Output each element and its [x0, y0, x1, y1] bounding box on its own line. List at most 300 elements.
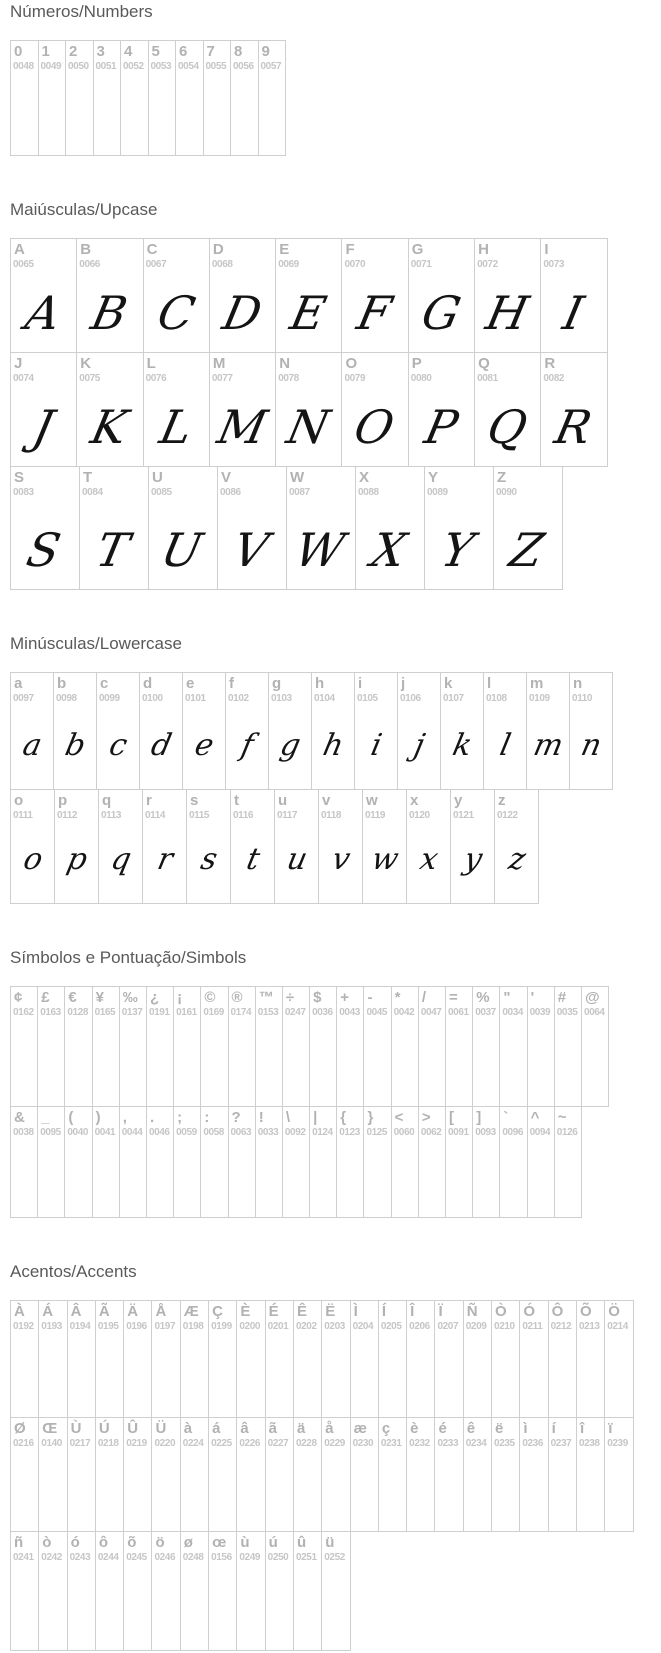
cell-char-label: í	[551, 1420, 556, 1437]
glyph-sample: V	[228, 523, 274, 577]
glyph-cell-0110	[569, 672, 613, 790]
glyph-sample: k	[449, 728, 476, 763]
cell-char-label: Û	[127, 1420, 139, 1437]
glyph-sample: s	[197, 842, 221, 877]
glyph-sample: r	[154, 842, 177, 877]
glyph-cell-0116	[230, 789, 275, 904]
cell-unicode: 0058	[203, 1127, 224, 1138]
cell-unicode: 0203	[324, 1321, 345, 1332]
cell-unicode: 0041	[94, 1127, 116, 1138]
glyph-sample	[93, 73, 122, 155]
glyph-row	[10, 238, 661, 353]
glyph-cell-0125	[363, 1106, 391, 1218]
cell-unicode: 0232	[409, 1438, 430, 1449]
cell-char-label: ^	[530, 1109, 540, 1126]
glyph-cell-0209	[463, 1300, 492, 1418]
section-title: Minúsculas/Lowercase	[10, 634, 182, 653]
cell-unicode: 0118	[321, 810, 342, 821]
glyph-sample	[123, 1333, 152, 1417]
glyph-sample	[527, 1019, 555, 1106]
glyph-cell-0049	[38, 40, 67, 156]
glyph-sample	[119, 1139, 147, 1217]
cell-unicode: 0250	[267, 1552, 289, 1563]
glyph-sample	[228, 1139, 256, 1217]
cell-unicode: 0110	[572, 693, 593, 704]
cell-char-label: g	[272, 675, 282, 692]
cell-char-label: ©	[204, 989, 216, 1006]
glyph-cell-0249	[236, 1531, 265, 1651]
glyph-sample	[472, 1019, 500, 1106]
glyph-sample	[576, 1333, 605, 1417]
cell-unicode: 0059	[176, 1127, 197, 1138]
glyph-row	[10, 789, 661, 904]
glyph-cell-0077	[209, 352, 276, 467]
glyph-sample	[64, 1019, 92, 1106]
cell-char-label: €	[68, 989, 77, 1006]
glyph-cell-0161	[173, 986, 201, 1107]
glyph-cell-0191	[146, 986, 174, 1107]
glyph-sample	[434, 1450, 463, 1531]
font-specimen-page	[10, 2, 661, 1651]
glyph-sample	[363, 1139, 391, 1217]
glyph-cell-0037	[472, 986, 500, 1107]
glyph-cell-0233	[434, 1417, 463, 1532]
glyph-sample	[228, 1019, 256, 1106]
glyph-cell-0212	[548, 1300, 577, 1418]
glyph-sample: O	[350, 400, 400, 454]
cell-unicode: 0048	[13, 61, 34, 72]
cell-char-label: }	[367, 1109, 374, 1126]
cell-unicode: 0212	[550, 1321, 572, 1332]
cell-unicode: 0120	[409, 810, 430, 821]
glyph-sample	[173, 1019, 201, 1106]
glyph-sample: i	[367, 728, 385, 763]
cell-char-label: E	[279, 241, 290, 258]
cell-unicode: 0191	[148, 1007, 170, 1018]
glyph-sample	[67, 1564, 96, 1650]
glyph-cell-0051	[93, 40, 122, 156]
cell-char-label: X	[359, 469, 370, 486]
glyph-cell-0226	[236, 1417, 265, 1532]
glyph-cell-0165	[92, 986, 120, 1107]
cell-char-label: ù	[240, 1534, 250, 1551]
glyph-cell-0194	[67, 1300, 96, 1418]
glyph-row	[10, 1106, 661, 1218]
cell-unicode: 0225	[211, 1438, 232, 1449]
glyph-cell-0094	[527, 1106, 555, 1218]
cell-unicode: 0162	[13, 1007, 34, 1018]
cell-unicode: 0245	[126, 1552, 147, 1563]
cell-char-label: f	[229, 675, 234, 692]
glyph-sample	[10, 73, 39, 155]
cell-unicode: 0210	[494, 1321, 515, 1332]
cell-char-label: I	[544, 241, 549, 258]
cell-unicode: 0234	[465, 1438, 487, 1449]
glyph-sample: R	[550, 400, 597, 454]
glyph-row	[10, 352, 661, 467]
cell-char-label: ï	[608, 1420, 613, 1437]
glyph-cell-0238	[576, 1417, 605, 1532]
glyph-cell-0081	[474, 352, 541, 467]
glyph-cell-0169	[200, 986, 228, 1107]
glyph-cell-0101	[182, 672, 226, 790]
cell-char-label: R	[544, 355, 556, 372]
glyph-sample	[282, 1139, 310, 1217]
cell-unicode: 0077	[211, 373, 233, 384]
glyph-sample	[38, 73, 67, 155]
glyph-cell-0103	[268, 672, 312, 790]
cell-char-label: Œ	[42, 1420, 58, 1437]
glyph-cell-0163	[37, 986, 65, 1107]
glyph-row	[10, 1300, 661, 1418]
cell-char-label: c	[100, 675, 109, 692]
cell-char-label: |	[313, 1109, 318, 1126]
cell-char-label: £	[41, 989, 50, 1006]
cell-unicode: 0218	[97, 1438, 119, 1449]
cell-unicode: 0053	[150, 61, 172, 72]
glyph-sample: H	[481, 286, 534, 340]
glyph-sample	[123, 1450, 152, 1531]
cell-char-label: p	[58, 792, 68, 809]
glyph-cell-0243	[67, 1531, 96, 1651]
section-upcase	[10, 200, 661, 590]
cell-unicode: 0207	[437, 1321, 459, 1332]
glyph-cell-0080	[408, 352, 475, 467]
glyph-sample	[180, 1450, 209, 1531]
cell-unicode: 0086	[220, 487, 241, 498]
cell-unicode: 0043	[339, 1007, 360, 1018]
cell-char-label: Ã	[98, 1303, 110, 1320]
cell-char-label: a	[14, 675, 23, 692]
cell-unicode: 0153	[257, 1007, 279, 1018]
glyph-sample: C	[152, 286, 200, 340]
cell-unicode: 0209	[465, 1321, 487, 1332]
cell-unicode: 0101	[185, 693, 206, 704]
cell-char-label: k	[444, 675, 453, 692]
glyph-cell-0053	[148, 40, 177, 156]
glyph-sample	[120, 73, 149, 155]
glyph-sample	[10, 1019, 38, 1106]
glyph-cell-0198	[180, 1300, 209, 1418]
glyph-sample: a	[19, 728, 45, 763]
cell-unicode: 0092	[284, 1127, 306, 1138]
glyph-sample	[173, 1139, 201, 1217]
glyph-cell-0114	[142, 789, 187, 904]
cell-char-label: K	[80, 355, 92, 372]
cell-char-label: ®	[231, 989, 243, 1006]
cell-char-label: â	[240, 1420, 249, 1437]
glyph-sample	[265, 1333, 294, 1417]
glyph-sample	[445, 1019, 473, 1106]
glyph-cell-0072	[474, 238, 541, 353]
cell-unicode: 0242	[41, 1552, 62, 1563]
cell-unicode: 0037	[475, 1007, 496, 1018]
cell-unicode: 0107	[443, 693, 464, 704]
cell-unicode: 0102	[228, 693, 249, 704]
glyph-cell-0200	[236, 1300, 265, 1418]
glyph-sample: I	[558, 286, 589, 340]
glyph-cell-0203	[321, 1300, 350, 1418]
glyph-sample	[255, 1139, 283, 1217]
cell-char-label: Ö	[608, 1303, 620, 1320]
cell-char-label: Z	[497, 469, 507, 486]
glyph-sample	[65, 73, 94, 155]
cell-unicode: 0112	[57, 810, 78, 821]
glyph-sample	[67, 1333, 96, 1417]
cell-char-label: w	[366, 792, 378, 809]
cell-unicode: 0078	[278, 373, 299, 384]
cell-unicode: 0192	[13, 1321, 34, 1332]
glyph-cell-0062	[418, 1106, 446, 1218]
glyph-cell-0204	[350, 1300, 379, 1418]
glyph-sample	[38, 1564, 67, 1650]
glyph-cell-0055	[203, 40, 232, 156]
glyph-sample	[265, 1450, 294, 1531]
cell-char-label: &	[14, 1109, 25, 1126]
cell-unicode: 0094	[529, 1127, 551, 1138]
glyph-cell-0128	[64, 986, 92, 1107]
glyph-sample	[309, 1139, 337, 1217]
cell-unicode: 0126	[556, 1127, 578, 1138]
glyph-cell-0216	[10, 1417, 39, 1532]
glyph-sample	[350, 1450, 379, 1531]
cell-char-label: M	[212, 355, 226, 372]
cell-char-label: ë	[495, 1420, 504, 1437]
cell-unicode: 0064	[583, 1007, 605, 1018]
cell-char-label: \	[285, 1109, 291, 1126]
cell-unicode: 0122	[497, 810, 518, 821]
cell-unicode: 0087	[289, 487, 310, 498]
glyph-sample: T	[91, 523, 134, 577]
cell-unicode: 0061	[448, 1007, 469, 1018]
glyph-cell-0074	[10, 352, 77, 467]
glyph-cell-0093	[472, 1106, 500, 1218]
cell-unicode: 0084	[82, 487, 103, 498]
glyph-sample: Q	[482, 400, 532, 454]
cell-char-label: è	[410, 1420, 419, 1437]
glyph-sample	[119, 1019, 147, 1106]
glyph-sample	[406, 1450, 435, 1531]
cell-unicode: 0066	[79, 259, 100, 270]
cell-unicode: 0252	[324, 1552, 345, 1563]
cell-char-label: ÷	[285, 989, 295, 1006]
glyph-sample	[581, 1019, 609, 1106]
cell-unicode: 0239	[607, 1438, 628, 1449]
glyph-sample: E	[285, 286, 332, 340]
glyph-sample: x	[416, 842, 442, 877]
cell-unicode: 0070	[344, 259, 366, 270]
glyph-sample: Y	[436, 523, 479, 577]
glyph-cell-0047	[418, 986, 446, 1107]
glyph-sample	[491, 1450, 520, 1531]
glyph-cell-0227	[265, 1417, 294, 1532]
cell-char-label: @	[584, 989, 600, 1006]
glyph-sample	[406, 1333, 435, 1417]
glyph-cell-0043	[336, 986, 364, 1107]
cell-unicode: 0199	[211, 1321, 232, 1332]
glyph-sample	[151, 1564, 180, 1650]
cell-unicode: 0109	[529, 693, 550, 704]
cell-unicode: 0093	[475, 1127, 496, 1138]
glyph-sample: w	[368, 842, 402, 877]
glyph-cell-0068	[209, 238, 276, 353]
glyph-sample	[463, 1333, 492, 1417]
glyph-cell-0095	[37, 1106, 65, 1218]
cell-unicode: 0040	[67, 1127, 89, 1138]
cell-char-label: O	[345, 355, 358, 372]
cell-unicode: 0038	[13, 1127, 34, 1138]
cell-unicode: 0128	[67, 1007, 89, 1018]
glyph-cell-0036	[309, 986, 337, 1107]
glyph-cell-0096	[499, 1106, 527, 1218]
cell-unicode: 0052	[123, 61, 144, 72]
cell-unicode: 0113	[101, 810, 122, 821]
glyph-sample: f	[238, 728, 257, 763]
glyph-cell-0224	[180, 1417, 209, 1532]
glyph-sample	[363, 1019, 391, 1106]
glyph-sample	[95, 1564, 124, 1650]
glyph-sample	[200, 1139, 228, 1217]
cell-unicode: 0104	[314, 693, 335, 704]
cell-char-label: G	[411, 241, 424, 258]
cell-char-label: H	[478, 241, 489, 258]
cell-char-label: q	[102, 792, 112, 809]
glyph-sample: g	[276, 728, 304, 763]
cell-char-label: >	[421, 1109, 431, 1126]
cell-unicode: 0081	[477, 373, 498, 384]
cell-unicode: 0055	[205, 61, 227, 72]
cell-unicode: 0116	[233, 810, 254, 821]
cell-unicode: 0054	[178, 61, 199, 72]
cell-unicode: 0196	[126, 1321, 147, 1332]
cell-unicode: 0049	[40, 61, 62, 72]
cell-char-label: ?	[231, 1109, 241, 1126]
glyph-sample	[604, 1450, 633, 1531]
glyph-sample	[378, 1333, 407, 1417]
cell-char-label: #	[557, 989, 567, 1006]
cell-unicode: 0123	[339, 1127, 360, 1138]
cell-char-label: n	[573, 675, 583, 692]
cell-char-label: %	[476, 989, 490, 1006]
cell-char-label: é	[438, 1420, 447, 1437]
glyph-cell-0087	[286, 466, 356, 590]
cell-char-label: P	[411, 355, 422, 372]
glyph-cell-0197	[151, 1300, 180, 1418]
glyph-sample: M	[212, 400, 272, 454]
glyph-cell-0065	[10, 238, 77, 353]
glyph-sample: v	[328, 842, 354, 877]
glyph-cell-0140	[38, 1417, 67, 1532]
glyph-sample	[472, 1139, 500, 1217]
section-accents	[10, 1262, 661, 1651]
cell-unicode: 0217	[69, 1438, 91, 1449]
cell-char-label: /	[421, 989, 426, 1006]
cell-unicode: 0063	[230, 1127, 252, 1138]
cell-char-label: .	[149, 1109, 155, 1126]
glyph-sample	[293, 1450, 322, 1531]
glyph-sample	[418, 1139, 446, 1217]
cell-char-label: ô	[98, 1534, 109, 1551]
cell-char-label: ;	[177, 1109, 183, 1126]
glyph-cell-0242	[38, 1531, 67, 1651]
cell-char-label: œ	[212, 1534, 227, 1551]
glyph-sample: d	[147, 728, 175, 763]
cell-char-label: ò	[42, 1534, 52, 1551]
cell-char-label: á	[212, 1420, 221, 1437]
cell-char-label: J	[14, 355, 23, 372]
glyph-cell-0156	[208, 1531, 237, 1651]
glyph-cell-0236	[519, 1417, 548, 1532]
cell-unicode: 0195	[97, 1321, 119, 1332]
cell-char-label: D	[212, 241, 224, 258]
glyph-cell-0033	[255, 1106, 283, 1218]
cell-unicode: 0108	[486, 693, 507, 704]
glyph-cell-0247	[282, 986, 310, 1107]
glyph-cell-0059	[173, 1106, 201, 1218]
glyph-cell-0084	[79, 466, 149, 590]
cell-char-label: C	[146, 241, 158, 258]
glyph-sample	[92, 1139, 120, 1217]
cell-char-label: Ä	[127, 1303, 139, 1320]
cell-unicode: 0200	[239, 1321, 261, 1332]
cell-char-label: 5	[151, 43, 160, 60]
cell-char-label: 6	[179, 43, 188, 60]
glyph-sample: X	[366, 523, 411, 577]
glyph-sample: S	[22, 523, 66, 577]
cell-char-label: Î	[410, 1303, 415, 1320]
cell-char-label: ¡	[177, 989, 183, 1006]
cell-char-label: Æ	[183, 1303, 199, 1320]
cell-unicode: 0246	[154, 1552, 176, 1563]
cell-char-label: Ò	[495, 1303, 507, 1320]
glyph-cell-0063	[228, 1106, 256, 1218]
cell-char-label: ì	[523, 1420, 528, 1437]
glyph-cell-0085	[148, 466, 218, 590]
cell-char-label: A	[14, 241, 25, 258]
cell-char-label: ê	[466, 1420, 476, 1437]
glyph-cell-0252	[321, 1531, 350, 1651]
glyph-cell-0045	[363, 986, 391, 1107]
cell-unicode: 0201	[267, 1321, 289, 1332]
glyph-row	[10, 1531, 661, 1651]
glyph-cell-0041	[92, 1106, 120, 1218]
glyph-cell-0034	[499, 986, 527, 1107]
cell-char-label: v	[322, 792, 331, 809]
glyph-cell-0104	[311, 672, 355, 790]
glyph-cell-0232	[406, 1417, 435, 1532]
cell-char-label: o	[14, 792, 24, 809]
glyph-sample: m	[530, 728, 567, 763]
glyph-cell-0123	[336, 1106, 364, 1218]
glyph-cell-0100	[139, 672, 183, 790]
glyph-sample: P	[419, 400, 463, 454]
cell-char-label: Â	[70, 1303, 82, 1320]
glyph-cell-0244	[95, 1531, 124, 1651]
glyph-sample	[151, 1333, 180, 1417]
glyph-cell-0119	[362, 789, 407, 904]
cell-unicode: 0090	[496, 487, 517, 498]
cell-unicode: 0099	[99, 693, 120, 704]
cell-unicode: 0213	[578, 1321, 600, 1332]
section-title: Números/Numbers	[10, 2, 153, 21]
glyph-sample: G	[416, 286, 466, 340]
glyph-cell-0113	[98, 789, 143, 904]
glyph-cell-0088	[355, 466, 425, 590]
glyph-cell-0245	[123, 1531, 152, 1651]
cell-unicode: 0231	[380, 1438, 402, 1449]
glyph-sample: q	[107, 842, 135, 877]
cell-char-label: r	[146, 792, 152, 809]
